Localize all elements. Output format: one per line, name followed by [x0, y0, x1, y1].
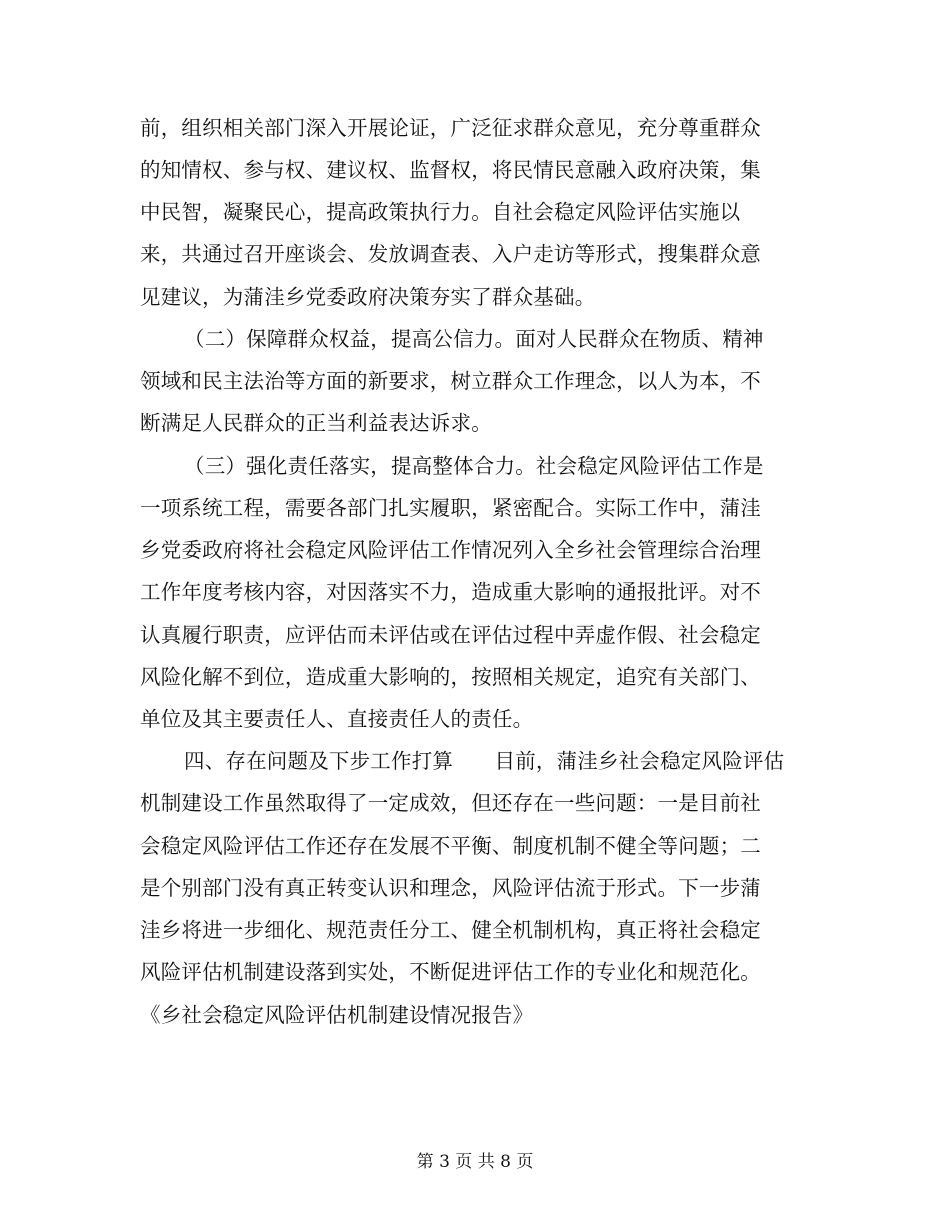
text-line: 认真履行职责，应评估而未评估或在评估过程中弄虚作假、社会稳定	[140, 623, 761, 647]
text-line: 来，共通过召开座谈会、发放调查表、入户走访等形式，搜集群众意	[140, 242, 761, 266]
text-line: 单位及其主要责任人、直接责任人的责任。	[140, 707, 534, 731]
text-line: 断满足人民群众的正当利益表达诉求。	[140, 411, 492, 435]
section-heading-line: 四、存在问题及下步工作打算 目前，蒲洼乡社会稳定风险评估	[184, 749, 785, 773]
text-line: 风险评估机制建设落到实处，不断促进评估工作的专业化和规范化。	[140, 960, 761, 984]
text-line: 洼乡将进一步细化、规范责任分工、健全机制机构，真正将社会稳定	[140, 918, 761, 942]
text-line: 领域和民主法治等方面的新要求，树立群众工作理念，以人为本，不	[140, 369, 761, 393]
text-line: 见建议，为蒲洼乡党委政府决策夯实了群众基础。	[140, 285, 596, 309]
text-line: 的知情权、参与权、建议权、监督权，将民情民意融入政府决策，集	[140, 158, 761, 182]
document-title-reference: 《乡社会稳定风险评估机制建设情况报告》	[140, 1003, 534, 1027]
text-line: 是个别部门没有真正转变认识和理念，风险评估流于形式。下一步蒲	[140, 876, 761, 900]
text-line: 机制建设工作虽然取得了一定成效，但还存在一些问题：一是目前社	[140, 791, 761, 815]
page-number-footer: 第 3 页 共 8 页	[416, 1152, 534, 1172]
text-line: 会稳定风险评估工作还存在发展不平衡、制度机制不健全等问题；二	[140, 834, 761, 858]
text-line: 中民智，凝聚民心，提高政策执行力。自社会稳定风险评估实施以	[140, 200, 741, 224]
text-line: 风险化解不到位，造成重大影响的，按照相关规定，追究有关部门、	[140, 665, 761, 689]
text-line: 前，组织相关部门深入开展论证，广泛征求群众意见，充分尊重群众	[140, 116, 761, 140]
text-line: 工作年度考核内容，对因落实不力，造成重大影响的通报批评。对不	[140, 580, 761, 604]
paragraph-first-line: （三）强化责任落实，提高整体合力。社会稳定风险评估工作是	[184, 454, 764, 478]
text-line: 一项系统工程，需要各部门扎实履职，紧密配合。实际工作中，蒲洼	[140, 496, 761, 520]
text-line: 乡党委政府将社会稳定风险评估工作情况列入全乡社会管理综合治理	[140, 538, 761, 562]
paragraph-first-line: （二）保障群众权益，提高公信力。面对人民群众在物质、精神	[184, 327, 764, 351]
